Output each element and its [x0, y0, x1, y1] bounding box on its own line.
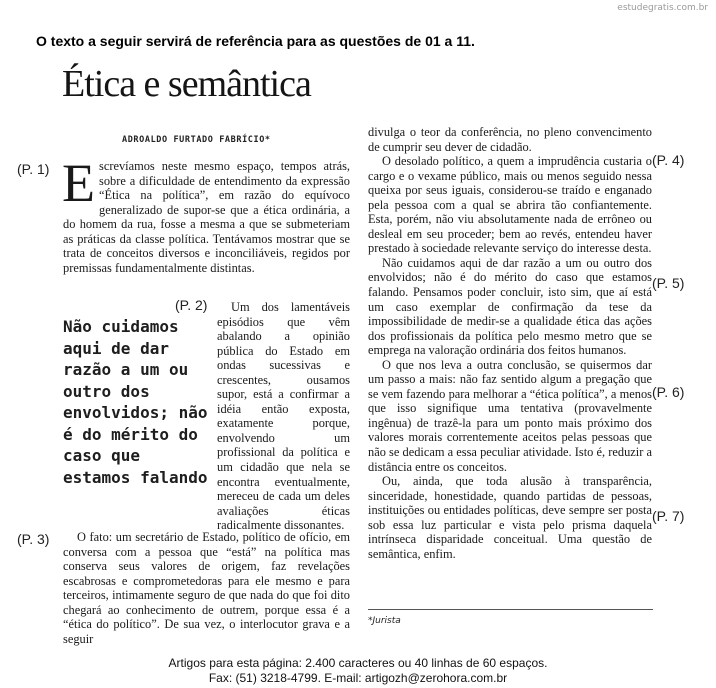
paragraph-label-p1: (P. 1) — [17, 161, 50, 177]
article-title: Ética e semântica — [62, 63, 311, 105]
site-watermark: estudegratis.com.br — [617, 3, 708, 13]
paragraph-2 — [217, 300, 350, 533]
drop-cap: E — [62, 153, 95, 213]
paragraph-label-p4: (P. 4) — [652, 152, 685, 168]
paragraph-label-p7: (P. 7) — [652, 508, 685, 524]
paragraph-label-p5: (P. 5) — [652, 275, 685, 291]
article-byline: ADROALDO FURTADO FABRÍCIO* — [122, 135, 271, 145]
paragraph-3-continuation: divulga o teor da conferência, no pleno convencimento de cumprir seu dever de cidadão. — [368, 125, 652, 154]
paragraph-label-p2: (P. 2) — [175, 297, 208, 313]
author-divider — [368, 609, 653, 610]
right-column — [368, 125, 652, 561]
paragraph-label-p3: (P. 3) — [17, 531, 50, 547]
paragraph-7-text: Ou, ainda, que toda alusão à transparência, sinceridade, honestidade, quando partidas de pessoas, instituições ou entidades políticas, deve sempre ser posta sob essa luz particular e vista pelo prisma daquela intrínseca disparidade conceitual. Uma questão de semântica, enfim. — [368, 474, 652, 561]
paragraph-4-text: O desolado político, a quem a imprudência custaria o cargo e o vexame público, mais ou menos seguido nessa queixa por seus iguais, considerou-se traído e enganado pela pessoa com a qual se abrira tão confiantemente. Esta, porém, não viu absolutamente nada de errôneo ou desleal em seu proceder; bem ao revés, entendeu haver prestado à sociedade relevante serviço do interesse desta. — [368, 154, 652, 256]
footer-line-1: Artigos para esta página: 2.400 caracteres ou 40 linhas de 60 espaços. — [168, 656, 548, 670]
author-note: *Jurista — [368, 616, 401, 626]
paragraph-1 — [62, 153, 350, 275]
instruction-text: O texto a seguir servirá de referência para as questões de 01 a 11. — [36, 33, 475, 49]
paragraph-5-text: Não cuidamos aqui de dar razão a um ou outro dos envolvidos; não é do mérito do caso que estamos falando. Pensamos poder concluir, isto sim, que aí está um caso exemplar de confirmação da tese da impossibilidade de medir-se a qualidade ética das ações dos profissionais da política pelo mesmo metro que se emprega na valoração ordinária dos feitos humanos. — [368, 255, 652, 358]
paragraph-1-text: screvíamos neste mesmo espaço, tempos atrás, sobre a dificuldade de entendimento da expressão “Ética na política”, em razão do equívoco generalizado de supor-se que a ética ordinária, a do homem da rua, fosse a mesma a que se submeteriam as práticas da classe política. Tentávamos mostrar que se trata de conceitos diversos e inconciliáveis, regidos por premissas fundamentalmente distintas. — [63, 159, 350, 275]
paragraph-3 — [63, 530, 350, 646]
pull-quote: Não cuidamos aqui de dar razão a um ou outro dos envolvidos; não é do mérito do caso que estamos falando — [63, 317, 208, 487]
paragraph-label-p6: (P. 6) — [652, 384, 685, 400]
paragraph-6-text: O que nos leva a outra conclusão, se quisermos dar um passo a mais: não faz sentido algum a pregação que se vem fazendo para melhorar a “ética política”, a menos que isso signifique uma tentativa (provavelmente ingênua) de trazê-la para um ponto mais próximo dos valores morais correntemente aceitos pelas pessoas que não se dedicam a essa peculiar atividade. Isto é, reduzir a distância entre os conceitos. — [368, 357, 652, 474]
paragraph-2-text: Um dos lamentáveis episódios que vêm abalando a opinião pública do Estado em ondas sucessivas e crescentes, ousamos supor, está a confirmar a idéia então exposta, exatamente porque, envolvendo um profissional da política e um cidadão que nela se encontra eventualmente, mereceu de cada um deles avaliações éticas radicalmente dissonantes. — [217, 300, 350, 533]
paragraph-3-text: O fato: um secretário de Estado, político de ofício, em conversa com a pessoa que “está” na política mas conserva seus valores de origem, faz revelações escabrosas e comprometedoras para ele mesmo e para terceiros, intimamente seguro de que nada do que foi dito chegará ao conhecimento de outrem, porque essa é a “ética do político”. De sua vez, o interlocutor grava e a seguir — [63, 530, 350, 646]
footer-line-2: Fax: (51) 3218-4799. E-mail: artigozh@zerohora.com.br — [208, 671, 508, 685]
